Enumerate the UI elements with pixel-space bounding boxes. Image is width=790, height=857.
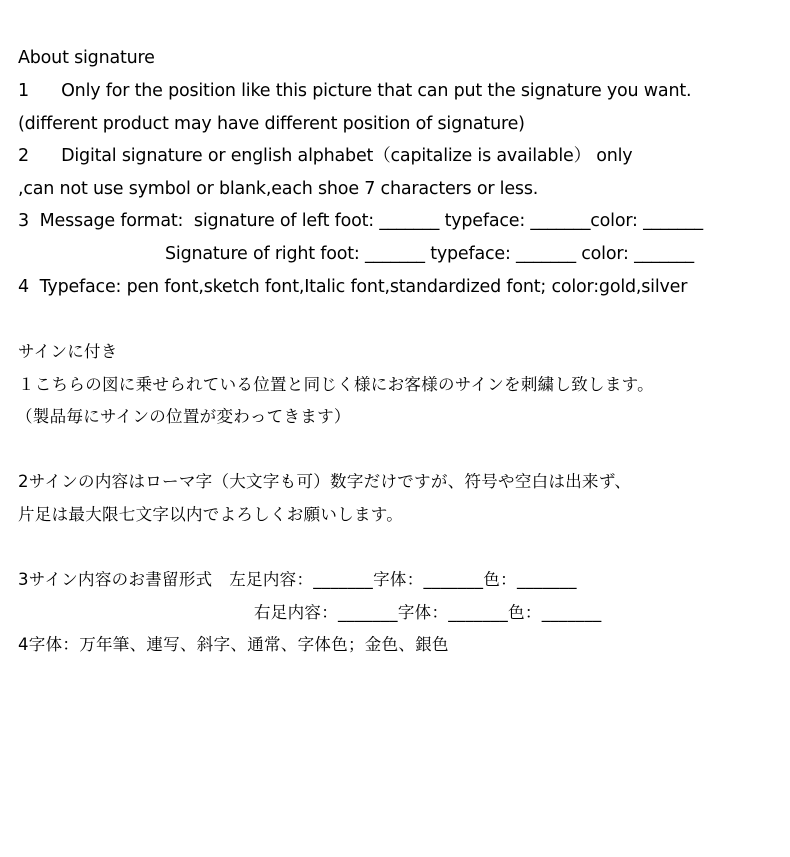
english-item-3-line-2: Signature of right foot: _______ typeface: _______ color: _______ xyxy=(165,244,694,264)
japanese-item-2-line-1: 2サインの内容はローマ字（大文字も可）数字だけですが、符号や空白は出来ず、 xyxy=(18,472,632,491)
english-item-4: 4 Typeface: pen font,sketch font,Italic font,standardized font; color:gold,silver xyxy=(18,277,688,297)
japanese-item-4: 4字体：万年筆、連写、斜字、通常、字体色；金色、銀色 xyxy=(18,635,449,654)
english-item-3-line-1: 3 Message format: signature of left foot: _______ typeface: _______color: _______ xyxy=(18,211,703,231)
english-item-2-line-1: 2 Digital signature or english alphabet（capitalize is available） only xyxy=(18,146,633,166)
english-heading: About signature xyxy=(18,48,155,68)
english-item-1-line-2: (different product may have different position of signature) xyxy=(18,114,525,134)
japanese-heading: サインに付き xyxy=(18,342,118,361)
japanese-item-3-line-2: 右足内容：_______字体：_______色：_______ xyxy=(254,603,602,622)
english-item-1-line-1: 1 Only for the position like this picture that can put the signature you want. xyxy=(18,81,692,101)
japanese-item-1-line-2: （製品毎にサインの位置が変わってきます） xyxy=(16,407,351,426)
japanese-item-2-line-2: 片足は最大限七文字以内でよろしくお願いします。 xyxy=(18,505,404,524)
japanese-item-1-line-1: １こちらの図に乗せられている位置と同じく様にお客様のサインを刺繍し致します。 xyxy=(18,375,654,394)
japanese-item-3-line-1: 3サイン内容のお書留形式 左足内容：_______字体：_______色：_______ xyxy=(18,570,577,589)
english-item-2-line-2: ,can not use symbol or blank,each shoe 7 characters or less. xyxy=(18,179,539,199)
